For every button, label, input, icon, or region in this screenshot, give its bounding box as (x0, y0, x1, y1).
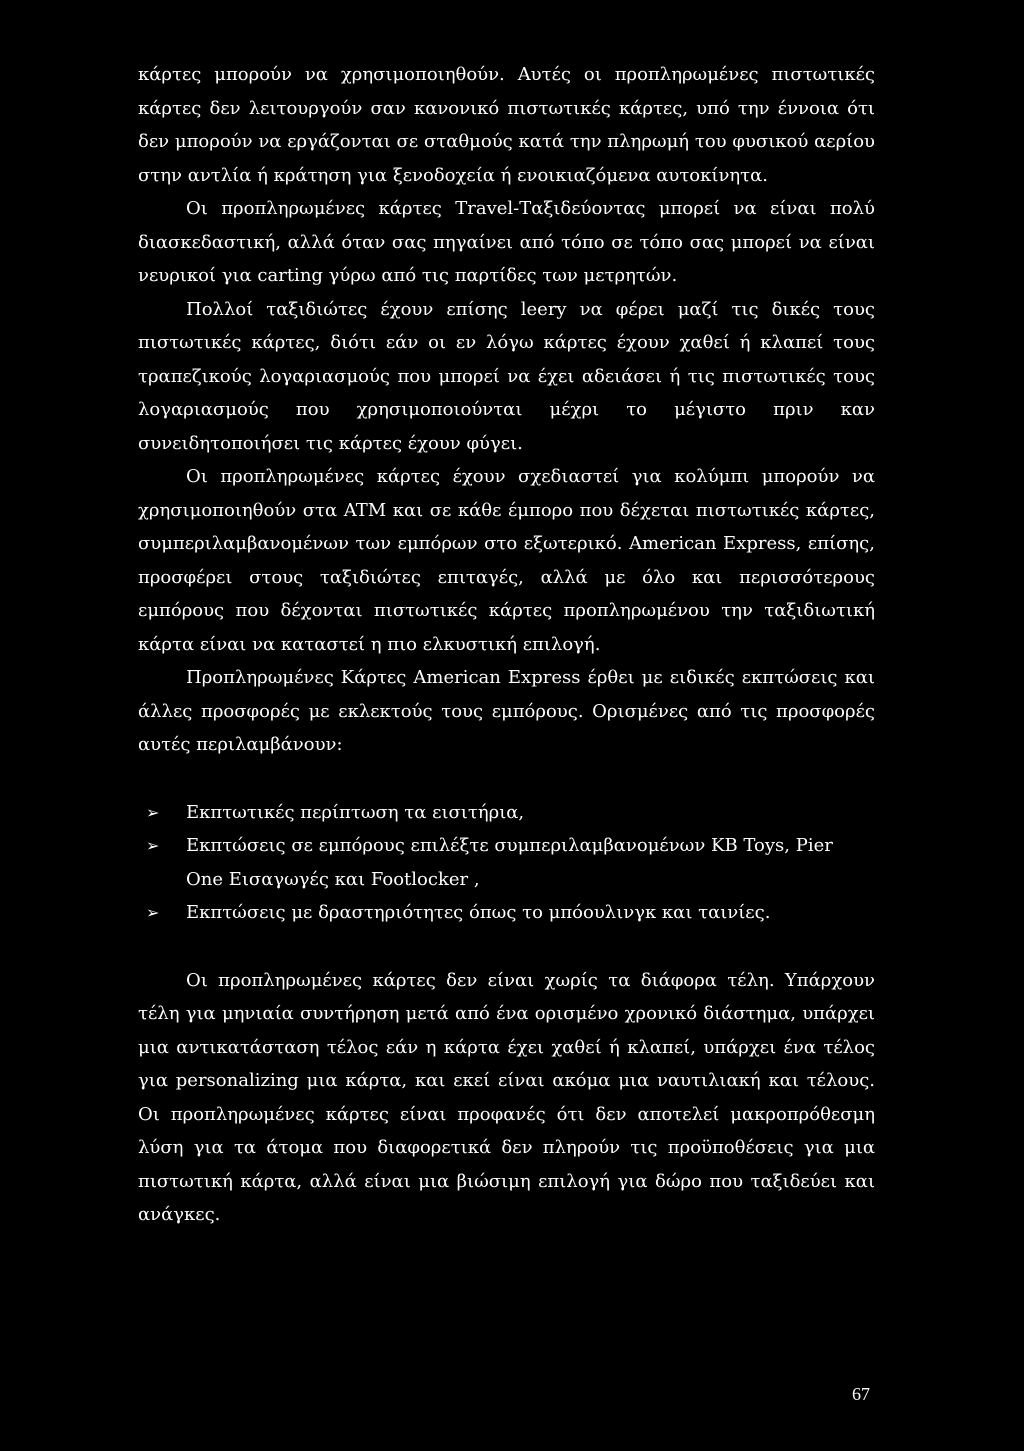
list-item (138, 796, 875, 830)
page-body (138, 58, 875, 1232)
paragraph-fees: Οι προπληρωμένες κάρτες δεν είναι χωρίς τα διάφορα τέλη. Υπάρχουν τέλη για μηνιαία συντήρηση μετά από ένα ορισμένο χρονικό διάστημα, υπάρχει μια αντικατάσταση τέλος εάν η κάρτα έχει χαθεί ή κλαπεί, υπάρχει ένα τέλος για personalizing μια κάρτα, και εκεί είναι ακόμα μια ναυτιλιακή και τέλους. Οι προπληρωμένες κάρτες είναι προφανές ότι δεν αποτελεί μακροπρόθεσμη λύση για τα άτομα που διαφορετικά δεν πληρούν τις προϋποθέσεις για μια πιστωτική κάρτα, αλλά είναι μια βιώσιμη επιλογή για δώρο που ταξιδεύει και ανάγκες. (138, 969, 875, 1225)
arrow-bullet-icon: ➢ (146, 903, 160, 922)
list-item (138, 829, 875, 896)
paragraph-amex-offers: Προπληρωμένες Κάρτες American Express έρθει με ειδικές εκπτώσεις και άλλες προσφορές με εκλεκτούς τους εμπόρους. Ορισμένες από τις προσφορές αυτές περιλαμβάνουν: (138, 667, 875, 755)
arrow-bullet-icon: ➢ (146, 836, 160, 855)
paragraph-atm-usage: Οι προπληρωμένες κάρτες έχουν σχεδιαστεί για κολύμπι μπορούν να χρησιμοποιηθούν στα ATM και σε κάθε έμπορο που δέχεται πιστωτικές κάρτες, συμπεριλαμβανομένων των εμπόρων στο εξωτερικό. American Express, επίσης, προσφέρει στους ταξιδιώτες επιταγές, αλλά με όλο και περισσότερους εμπόρους που δέχονται πιστωτικές κάρτες προπληρωμένου την ταξιδιωτική κάρτα είναι να καταστεί η πιο ελκυστική επιλογή. (138, 466, 875, 655)
spacer (138, 762, 875, 796)
list-item-text: Εκπτώσεις σε εμπόρους επιλέξτε συμπεριλαμβανομένων KB Toys, Pier One Εισαγωγές και Footlocker , (186, 835, 833, 890)
list-item-text: Εκπτωτικές περίπτωση τα εισιτήρια, (186, 801, 525, 823)
arrow-bullet-icon: ➢ (146, 802, 160, 822)
list-item (138, 896, 875, 930)
page-number: 67 (852, 1384, 870, 1404)
paragraph-continuation: κάρτες μπορούν να χρησιμοποιηθούν. Αυτές οι προπληρωμένες πιστωτικές κάρτες δεν λειτουργούν σαν κανονικό πιστωτικές κάρτες, υπό την έννοια ότι δεν μπορούν να εργάζονται σε σταθμούς κατά την πληρωμή του φυσικού αερίου στην αντλία ή κράτηση για ξενοδοχεία ή ενοικιαζόμενα αυτοκίνητα. (138, 64, 875, 186)
spacer (138, 930, 875, 964)
paragraph-travel-cards: Οι προπληρωμένες κάρτες Travel-Ταξιδεύοντας μπορεί να είναι πολύ διασκεδαστική, αλλά όταν σας πηγαίνει από τόπο σε τόπο σας μπορεί να είναι νευρικοί για carting γύρω από τις παρτίδες των μετρητών. (138, 198, 875, 286)
list-item-text: Εκπτώσεις με δραστηριότητες όπως το μπόουλινγκ και ταινίες. (186, 902, 771, 923)
paragraph-travelers-leery: Πολλοί ταξιδιώτες έχουν επίσης leery να φέρει μαζί τις δικές τους πιστωτικές κάρτες, διότι εάν οι εν λόγω κάρτες έχουν χαθεί ή κλαπεί τους τραπεζικούς λογαριασμούς που μπορεί να έχει αδειάσει ή τις πιστωτικές τους λογαριασμούς που χρησιμοποιούνται μέχρι το μέγιστο πριν καν συνειδητοποιήσει τις κάρτες έχουν φύγει. (138, 298, 875, 454)
offers-list (138, 796, 875, 930)
